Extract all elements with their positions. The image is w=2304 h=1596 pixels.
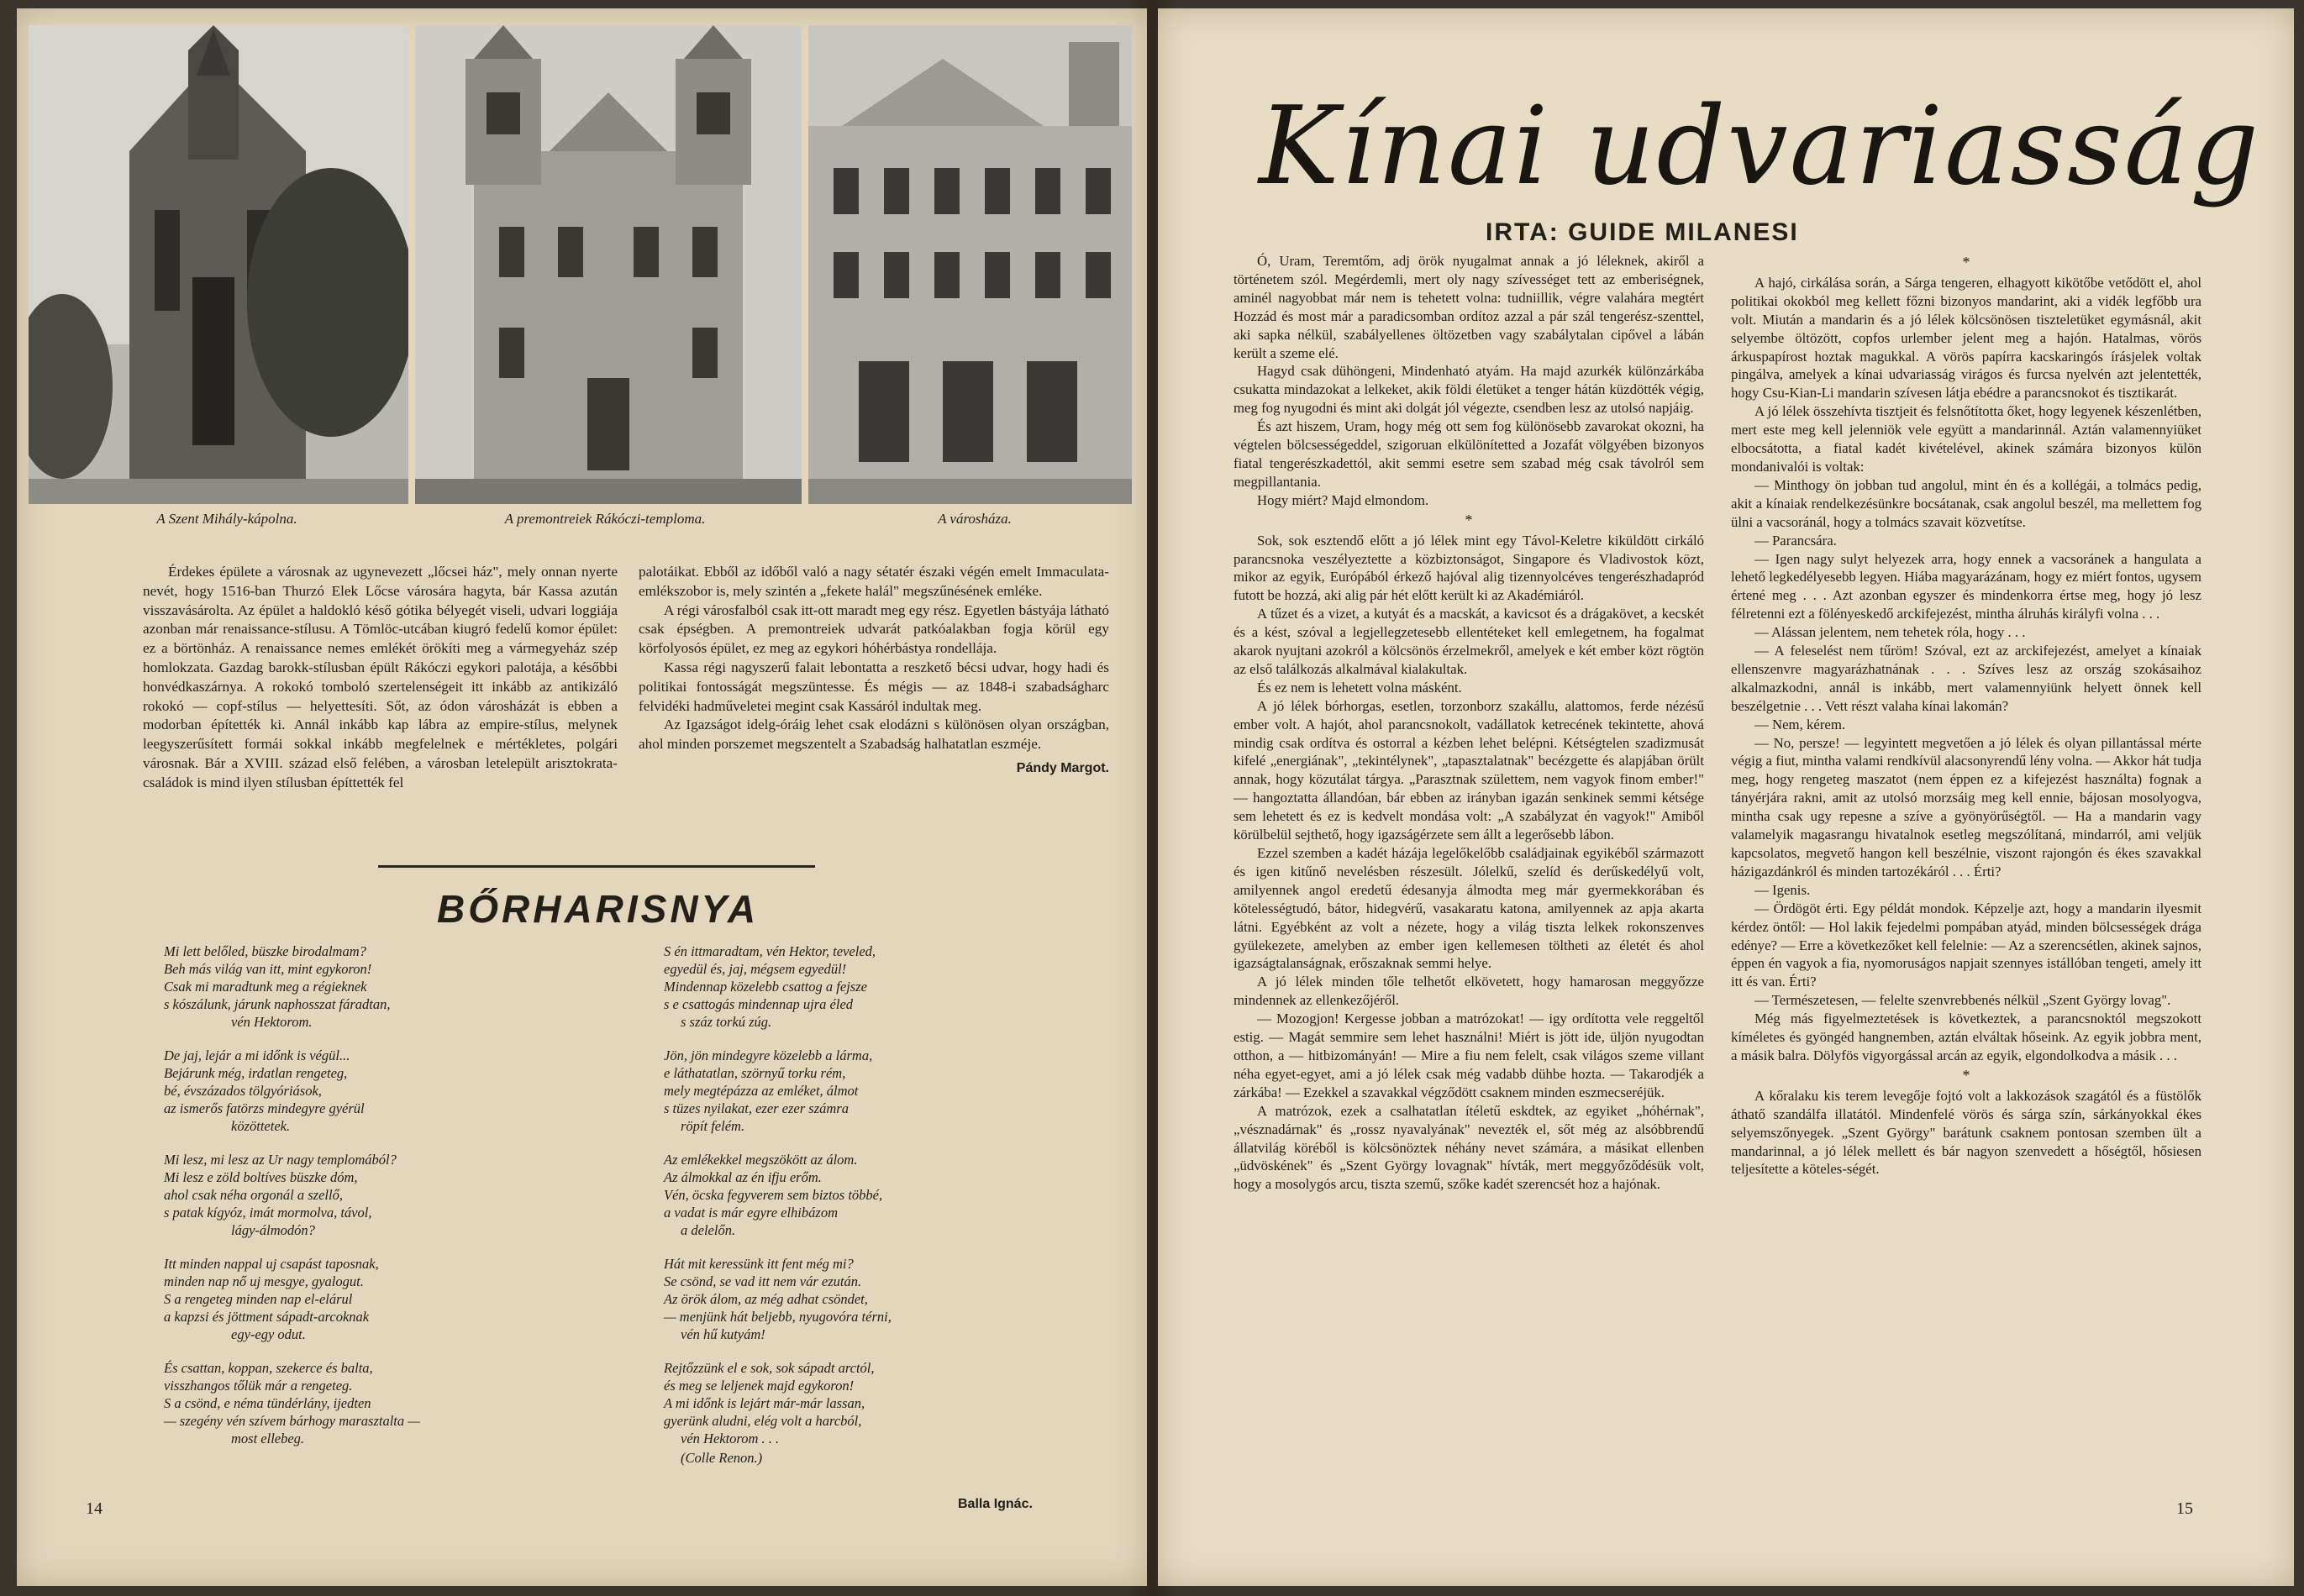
stanza: Mi lesz, mi lesz az Ur nagy templomából? Mi lesz e zöld boltíves büszke dóm, ahol csak néha orgonál a szellő, s patak kígyóz, imát mormolva, távol, lágy-álmodón? xyxy=(164,1152,397,1238)
paragraph: A kőralaku kis terem levegője fojtó volt a lakkozások szagától és a füstölők áthatő szandálfa illatától. Mindenfelé vörös és sárga szín, sárkányokkal ékes selyemszőnyegek. „Szent György" barátunk csaknem pontosan szemben ült a mandarinnal, a jó lélek mellett és bár nagyon szenvedett a hőségtől, hősiesen teljesítette a köteles-ségét. xyxy=(1731,1087,2201,1178)
caption-town-hall: A városháza. xyxy=(938,511,1012,527)
paragraph: — Nem, kérem. xyxy=(1754,716,1846,732)
stanza: Hát mit keressünk itt fent még mi? Se csönd, se vad itt nem vár ezután. Az örök álom, az még adhat csöndet, — menjünk hát beljebb, nyugovóra térni, vén hű kutyám! xyxy=(664,1256,892,1342)
divider-rule xyxy=(378,865,815,868)
photo-varoshaza xyxy=(808,25,1132,504)
section-separator: * xyxy=(1962,1066,1970,1084)
paragraph: — Mozogjon! Kergesse jobban a matrózokat! — igy ordította vele reggeltől estig. — Magát semmire sem lehet használni! Miért is jött ide, üljön nyugodtan otthon, a — hitbizományán! — Mire a fiu nem felelt, csak világos szeme villant néha egyet-egyet, ami a jó lélek csak még vadabb dühbe hozta. — Takarodjék a zárkába! — Ezekkel a szavakkal végződött csaknem minden eszmecseréjük. xyxy=(1234,1011,1704,1100)
paragraph: Hogy miért? Majd elmondom. xyxy=(1257,491,1429,508)
paragraph: — Természetesen, — felelte szenvrebbenés nélkül „Szent György lovag". xyxy=(1754,992,2171,1009)
stanza: És csattan, koppan, szekerce és balta, visszhangos tőlük már a rengeteg. S a csönd, e néma tündérlány, ijedten — szegény vén szívem bárhogy marasztalta — most ellebeg. xyxy=(164,1360,420,1446)
paragraph: A jó lélek összehívta tisztjeit és felsnőtította őket, hogy legyenek készenlétben, mert este meg kell jelenniök vele együtt a mandarinnál. Aztán valamennyiüket elbocsátotta, a fiatal kadét kivételével, akinek számára bizonyos külön mondanivalói is voltak: xyxy=(1731,403,2201,475)
paragraph: A régi városfalból csak itt-ott maradt meg egy rész. Egyetlen bástyája látható csak épségben. A premontreiek udvarát patkóalakban fogja körül egy körfolyosós épület, ez meg az egykori hóhérbástya rondellája. xyxy=(639,601,1109,657)
stanza: S én ittmaradtam, vén Hektor, teveled, egyedül és, jaj, mégsem egyedül! Mindennap közelebb csattog a fejsze s e csattogás mindennap ujra éled s száz torkú zúg. xyxy=(664,943,876,1030)
paragraph: — Ördögöt érti. Egy példát mondok. Képzelje azt, hogy a mandarin ilyesmit kérdez öntől: — Hol lakik fejedelmi pompában atyád, minden bölcsességek drága edénye? — Erre a következőket kell felelnie: — Az a szerencsétlen, akinek sajnos, éppen én vagyok a fia, nyomoruságos napjait szennyes istállóban tengeti, amely itt itt és van. Érti? xyxy=(1731,900,2201,990)
paragraph: — Igen nagy sulyt helyezek arra, hogy ennek a vacsoránek a hangulata a lehető legkedélyesebb legyen. Hiába magyarázánam, hogy ez miért fontos, ugysem értené meg . . . Azt azonban egyszer és mindenkorra értse meg, hogy jó lesz félretenni ezt a fölényeskedő arckifejezést, mintha álruhás királyfi volna . . . xyxy=(1731,550,2201,622)
article-title: Kínai udvariasság xyxy=(1259,84,2260,209)
article-column-left xyxy=(1234,252,1704,1194)
poem-title: BŐRHARISNYA xyxy=(437,887,760,931)
paragraph: — Igenis. xyxy=(1754,881,1811,898)
paragraph: És ez nem is lehetett volna másként. xyxy=(1257,679,1462,696)
article-column-1 xyxy=(143,563,618,793)
poem-column-1 xyxy=(164,942,601,1463)
paragraph: Hagyd csak dühöngeni, Mindenható atyám. Ha majd azurkék különzárkába csukatta mindazokat a lelkeket, akik földi életüket a tenger hátán küzdötték végig, meg fog nyugodni és mint aki dolgát jól végezte, csendben lesz az utolsó napjáig. xyxy=(1234,363,1704,417)
paragraph: palotáikat. Ebből az időből való a nagy sétatér északi végén emelt Immaculata-emlékszobor is, mely szintén a „fekete halál" megszűnésének emléke. xyxy=(639,564,1109,599)
paragraph: A hajó, cirkálása során, a Sárga tengeren, elhagyott kikötőbe vetődött el, ahol politikai okokból meg kellett főzni bizonyos mandarint, aki a vidék legfőbb ura volt. Miután a mandarin és a jó lélek kölcsönösen tiszteletüket egymásnál, akit selyembe öltözött, copfos urlember jelent meg a hajón. Hatalmas, vörös árkuspapírost hoztak magukkal. A vörös papírra kacskaringós írásjelek voltak pingálva, amelyek a kínai udvariasság virágos és furcsa nyelvén azt jelentették, hogy Csu-Kian-Li mandarin szívesen látja ebédre a parancsnokot és tisztikarát. xyxy=(1731,274,2201,402)
paragraph: Még más figyelmeztetések is következtek, a parancsnoktól megszokott kíméletes és gyöngéd hangnemben, aztán elváltak hőseink. Az egyik jobbra ment, a másik balra. Dölyfös vigyorgással arcán az egyik, elgondolkodva a másik . . . xyxy=(1731,1011,2201,1063)
paragraph: Az Igazságot idelg-óráig lehet csak elodázni s különösen olyan országban, ahol minden porszemet megszentelt a Szabadság halhatatlan eszméje. xyxy=(639,717,1109,753)
article-byline: IRTA: GUIDE MILANESI xyxy=(1486,218,1799,246)
photo-premontrei-templom xyxy=(415,25,802,504)
paragraph: Kassa régi nagyszerű falait lebontatta a reszkető bécsi udvar, hogy hadi és politikai fontosságát megszüntesse. És mégis — az 1848-i szabadságharc felvidéki hadműveletei megint csak Kassáról indultak meg. xyxy=(639,659,1109,714)
stanza: Itt minden nappal uj csapást taposnak, minden nap nő uj mesgye, gyalogut. S a rengeteg minden nap el-elárul a kapzsi és jöttment sápadt-arcoknak egy-egy odut. xyxy=(164,1256,379,1342)
paragraph: A tűzet és a vizet, a kutyát és a macskát, a kavicsot és a drágakövet, a kecskét és a kést, szóval a legjellegzetesebb ellentéteket kell emlegetnem, ha fogalmat akarok nyujtani azokról a kölcsönös érzelmekről, amelyek e két ember közt rögtön az első találkozás alkalmával kialakultak. xyxy=(1234,606,1704,677)
paragraph: — Alássan jelentem, nem tehetek róla, hogy . . . xyxy=(1754,624,2026,641)
stanza: Mi lett belőled, büszke birodalmam? Beh más világ van itt, mint egykoron! Csak mi maradtunk meg a régieknek s kószálunk, járunk naphosszat fáradtan, vén Hektorom. xyxy=(164,943,391,1030)
page-number-right: 15 xyxy=(2176,1499,2193,1518)
paragraph: — Parancsára. xyxy=(1754,532,1837,549)
poem-signature: Balla Ignác. xyxy=(958,1497,1033,1511)
poem-source: (Colle Renon.) xyxy=(681,1450,763,1466)
paragraph: Ó, Uram, Teremtőm, adj örök nyugalmat annak a jó léleknek, akiről a történetem szól. Megérdemli, mert oly nagy szívességet tett az emberiségnek, aminél nagyobbat már nem is tehetett volna: tudniillik, végre valahára megtért Hozzád és most már a paradicsomban ordítoz azzal a pár szál tengerész-szenttel, aki sapka nélkül, szabályellenes öltözetben vagy szabálytalan cipővel a lábán került a szeme elé. xyxy=(1234,253,1704,361)
left-page xyxy=(17,8,1147,1586)
article-column-2 xyxy=(639,563,1109,779)
stanza: Jön, jön mindegyre közelebb a lárma, e láthatatlan, szörnyű torku rém, mely megtépázza az emléket, álmot s tüzes nyilakat, ezer ezer számra röpít felém. xyxy=(664,1047,873,1134)
stanza: Rejtőzzünk el e sok, sok sápadt arctól, és meg se leljenek majd egykoron! A mi időnk is lejárt már-már lassan, gyerünk aludni, elég volt a harcból, vén Hektorom . . . xyxy=(664,1360,875,1446)
paragraph: — A feleselést nem tűröm! Szóval, ezt az arckifejezést, amelyet a kínaiak ellenszenvre magyarázhatnának . . . Szíves lesz az ország szokásaihoz alkalmazkodni, annál is inkább, mert valamennyiünk helyett önnek kell beszélgetnie . . . Vett részt valaha kínai lakomán? xyxy=(1731,643,2201,714)
poem-column-2 xyxy=(664,942,1101,1467)
article-signature: Pándy Margot. xyxy=(1016,760,1109,775)
paragraph: És azt hiszem, Uram, hogy még ott sem fog különösebb zavarokat okozni, ha végtelen bölcsességeddel, szigoruan elkülönítetted a Jozafát völgyében bizonyos fiatal tengerészkadettól, akit semmi esetre sem szabad még csak távolról sem megpillantania. xyxy=(1234,418,1704,490)
paragraph: A jó lélek bórhorgas, esetlen, torzonborz szakállu, alattomos, ferde nézésű ember volt. A hajót, ahol parancsnokolt, vadállatok ketrecének tekintette, ahová mindig csak ordítva és ostorral a kézben lehet belépni. Kétségtelen szadizmusát kifelé „energiának", „tekintélynek", „tapasztalatnak" becézgette és alapjában örült annak, hogy közutálat tárgya. „Parasztnak születtem, nem vagyok finom ember!" — hangoztatta állandóan, bár ebben az irányban igazán senkinek semmi kétsége sem lehetett és ez is kedvelt mondása volt: „A szabályzat én vagyok!" Amiből körülbelül sejthető, hogy igazságérzete sem állt a legerősebb lábon. xyxy=(1234,697,1704,843)
caption-chapel: A Szent Mihály-kápolna. xyxy=(156,511,297,527)
stanza: Az emlékekkel megszökött az álom. Az álmokkal az én ifju erőm. Vén, öcska fegyverem sem biztos többé, a vadat is már egyre elhibázom a delelőn. xyxy=(664,1152,883,1238)
stanza: De jaj, lejár a mi időnk is végül... Bejárunk még, irdatlan rengeteg, bé, évszázados tölgyóriások, az ismerős fatörzs mindegyre gyérül közöttetek. xyxy=(164,1047,365,1134)
paragraph: A jó lélek minden tőle telhetőt elkövetett, hogy hamarosan meggyőzze mindennek az ellenkezőjéről. xyxy=(1234,974,1704,1009)
photo-szent-mihaly-kapolna xyxy=(29,25,408,504)
right-page xyxy=(1158,8,2294,1586)
paragraph: Érdekes épülete a városnak az ugynevezett „lőcsei ház", mely onnan nyerte nevét, hogy 1516-ban Thurzó Elek Lőcse városára hagyta, bár Kassa azután visszavásárolta. Az épület a haldokló késő gótika bélyegét viseli, udvari loggiája azonban már renaissance-stílusu. A Tömlöc-utcában kiugró fedelű komor épület: ez a börtönház. A renaissance nemes emlékét örökíti meg a vármegyeház szép homlokzata. Gazdag barokk-stílusban épült Rákóczi egykori palotája, a későbbi honvédkaszárnya. A rokokó tomboló szertelenségeit itt inkább az antikizáló rokokó — copf-stílus — helyettesíti. Sőt, az ódon városházát is ebben a modorban építették ki. Annál inkább kap lábra az empire-stílus, melynek leegyszerűsített formái sokkal inkább megfelelnek e mértékletes, polgári városnak. Bár a XVIII. század első felében, a városban letelepült arisztokrata-családok is mind ilyen stílusban építtették fel xyxy=(143,564,618,790)
page-number-left: 14 xyxy=(86,1499,103,1518)
caption-church: A premontreiek Rákóczi-temploma. xyxy=(504,511,706,527)
paragraph: — No, persze! — legyintett megvetően a jó lélek és olyan pillantással mérte végig a fiut, mintha valami rendkívül alacsonyrendű lény volna. — Akkor hát tudja meg, hogy rengeteg maszatot (nem éppen ez a kifejezést használta) fognak a tányérjára rakni, amit az utolsó morzsáig meg kell ennie, bájosan mosolyogva, mintha csak ugy repesne a szíve a gyönyörűségtől. — Ha a mandarin vagy valamelyik magasrangu hivatalnok esetleg megszólítaná, mindarról, ami veljük kapcsolatos, megvető hangon kell beszélnie, viszont rajongón és ékes szavakkal házigazdánkról és minden tartozékáról . . . Érti? xyxy=(1731,734,2201,879)
paragraph: Sok, sok esztendő előtt a jó lélek mint egy Távol-Keletre kiküldött cirkáló parancsnoka veszélyeztette a közbiztonságot, Singapore és Vladivostok közt, mikor az egyik, Európából érkező hajóval alig tizennyolcéves tengerészhadapród futott be hozzá, aki alig pár hét előtt került ki az Akadémiáról. xyxy=(1234,532,1704,604)
article-column-right xyxy=(1731,252,2201,1179)
paragraph: — Minthogy ön jobban tud angolul, mint én és a kollégái, a tolmács pedig, akit a kínaiak rendelkezésünkre bocsátanak, csak angolul beszél, ma mellettem fog ülni a vacsoránál, hogy a tolmács szavait közvetítse. xyxy=(1731,476,2201,530)
paragraph: Ezzel szemben a kadét házája legelőkelőbb családjainak egyikéből származott és igen kitűnő nevelésben részesült. Jólelkű, szelíd és derűskedélyű volt, amilyennek angol eredetű édesanyja álmodta meg már gyermekkorában és kötelességtudó, bátor, hidegvérű, vasakaratu katona, amilyennek az apja akarta látni. Egyébként az volt a nézete, hogy a világ tiszta lelkek rokonszenves gyülekezete, amelyben az ember igen kellemesen töltheti az életét és ahol igazságtalanságnak, erőszaknak semmi helye. xyxy=(1234,845,1704,972)
paragraph: A matrózok, ezek a csalhatatlan ítéletű eskdtek, az egyiket „hóhérnak", „vésznadárnak" és „rossz nyavalyának" nevezték el, sőt még az alsóbbrendű állatvilág köréből is kölcsönöztek néhány nevet számára, a másikat ellenben „üdvöskének" és „Szent György lovagnak" hívták, mert meggyőződésük volt, hogy a mosolygós arcu, tiszta szemű, szőke kadét szerencsét hoz a hajónak. xyxy=(1234,1102,1704,1193)
section-separator: * xyxy=(1465,511,1473,528)
section-separator: * xyxy=(1962,254,1970,270)
